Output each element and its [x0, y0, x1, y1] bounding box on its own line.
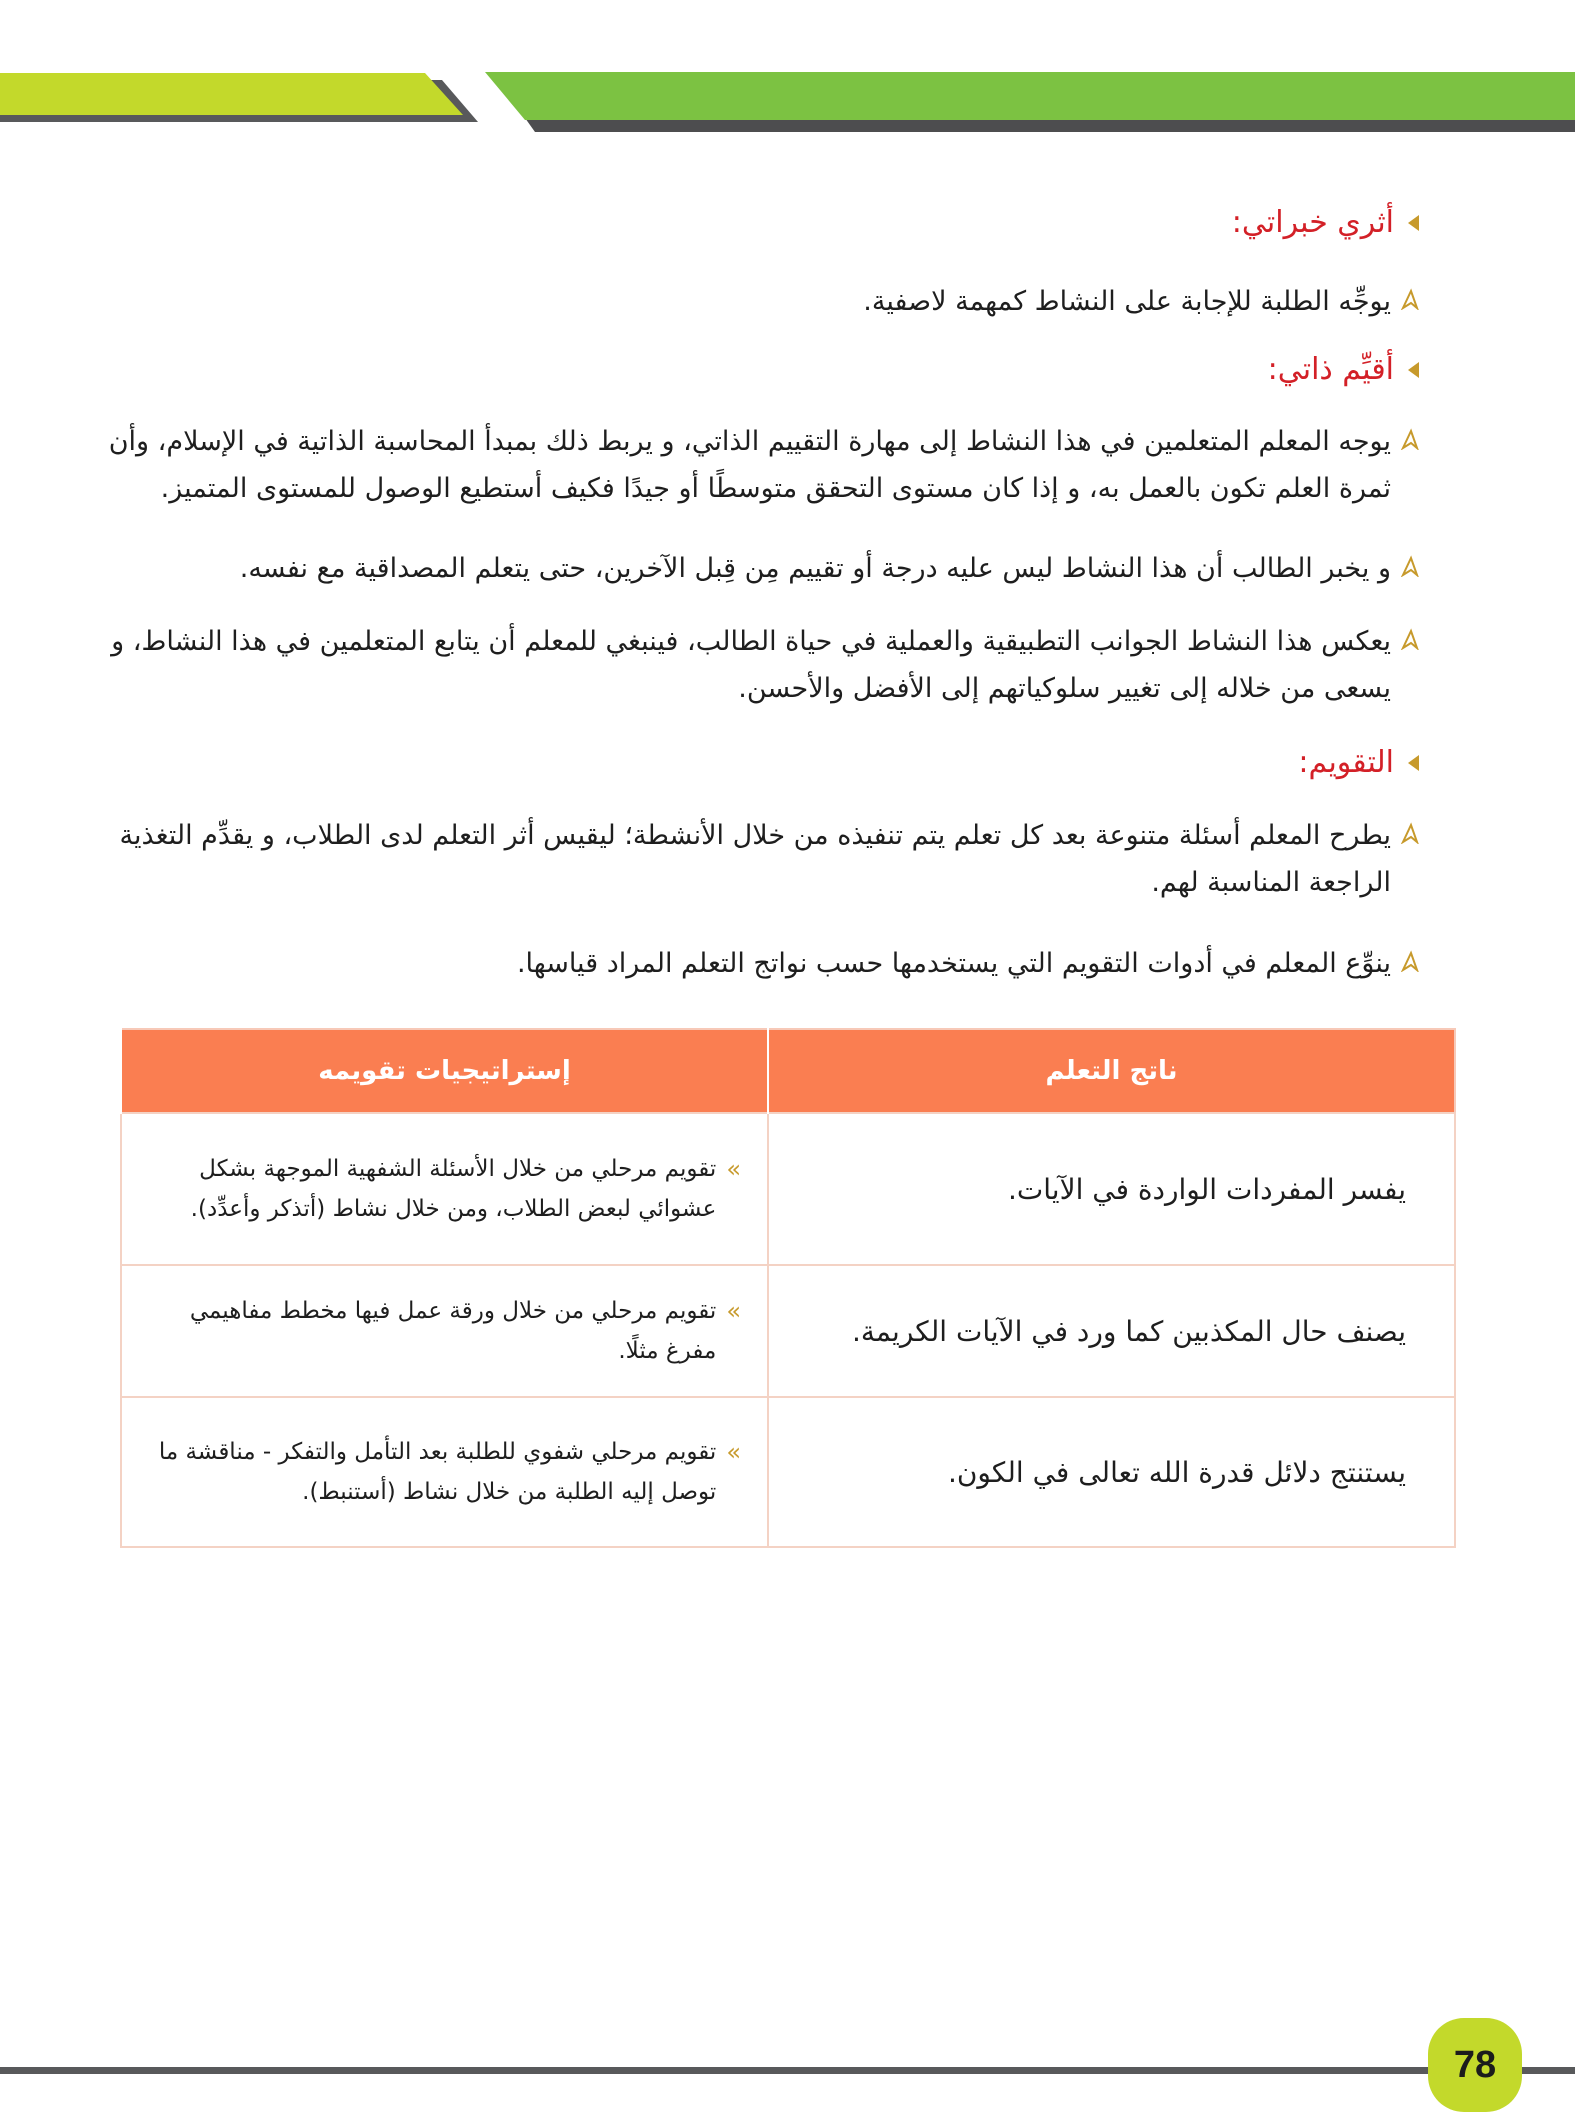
strategy-text: تقويم مرحلي من خلال ورقة عمل فيها مخطط مفاهيمي مفرغ مثلًا. [189, 1298, 717, 1364]
bullet-arrow-icon [1401, 428, 1419, 450]
heading-marker-icon [1408, 215, 1419, 231]
enrich-bullet-1: يوجِّه الطلبة للإجابة على النشاط كمهمة لاصفية. [89, 278, 1419, 325]
bullet-arrow-icon [1401, 555, 1419, 577]
header-strategy: إستراتيجيات تقويمه [121, 1029, 768, 1113]
bullet-arrow-icon [1401, 628, 1419, 650]
outcome-cell: يفسر المفردات الواردة في الآيات. [768, 1113, 1455, 1265]
guillemet-icon: » [726, 1438, 741, 1466]
outcome-cell: يستنتج دلائل قدرة الله تعالى في الكون. [768, 1397, 1455, 1547]
top-banner [0, 0, 1575, 140]
assessment-heading-text: التقويم: [1298, 745, 1394, 780]
assessment-heading [1298, 745, 1419, 780]
self-eval-bullet-3: يعكس هذا النشاط الجوانب التطبيقية والعملية في حياة الطالب، فينبغي للمعلم أن يتابع المتعلمين في هذا النشاط، و يسعى من خلاله إلى تغيير سلوكياتهم إلى الأفضل والأحسن. [89, 618, 1419, 712]
banner-lime-stripe [0, 73, 463, 115]
bullet-arrow-icon [1401, 288, 1419, 310]
self-eval-heading-text: أقيِّم ذاتي: [1267, 352, 1394, 387]
self-eval-bullet-2: و يخبر الطالب أن هذا النشاط ليس عليه درجة أو تقييم مِن قِبل الآخرين، حتى يتعلم المصداقية مع نفسه. [89, 545, 1419, 592]
strategy-text: تقويم مرحلي من خلال الأسئلة الشفهية الموجهة بشكل عشوائي لبعض الطلاب، ومن خلال نشاط (أتذكر وأعدِّد). [190, 1156, 717, 1222]
guillemet-icon: » [726, 1155, 741, 1183]
table-row [121, 1397, 1455, 1547]
assessment-bullet-2: ينوِّع المعلم في أدوات التقويم التي يستخدمها حسب نواتج التعلم المراد قياسها. [89, 940, 1419, 987]
strategy-cell [121, 1265, 768, 1397]
guillemet-icon: » [726, 1297, 741, 1325]
self-eval-bullet-1: يوجه المعلم المتعلمين في هذا النشاط إلى مهارة التقييم الذاتي، و يربط ذلك بمبدأ المحاسبة الذاتية في الإسلام، وأن ثمرة العلم تكون بالعمل به، و إذا كان مستوى التحقق متوسطًا أو جيدًا فكيف أستطيع الوصول للمستوى المتميز. [89, 418, 1419, 512]
table-row [121, 1265, 1455, 1397]
header-outcome: ناتج التعلم [768, 1029, 1455, 1113]
table-header-row [121, 1029, 1455, 1113]
page-number: 78 [1453, 2043, 1497, 2086]
bullet-arrow-icon [1401, 822, 1419, 844]
strategy-cell [121, 1113, 768, 1265]
heading-marker-icon [1408, 362, 1419, 378]
assessment-bullet-1: يطرح المعلم أسئلة متنوعة بعد كل تعلم يتم تنفيذه من خلال الأنشطة؛ ليقيس أثر التعلم لدى الطلاب، و يقدِّم التغذية الراجعة المناسبة لهم. [89, 812, 1419, 906]
footer-line [0, 2067, 1575, 2074]
outcome-cell: يصنف حال المكذبين كما ورد في الآيات الكريمة. [768, 1265, 1455, 1397]
enrich-heading-text: أثري خبراتي: [1231, 205, 1394, 240]
self-eval-heading [1268, 352, 1419, 387]
table-row [121, 1113, 1455, 1265]
page-number-badge [1428, 2018, 1522, 2112]
heading-marker-icon [1408, 755, 1419, 771]
assessment-table [120, 1028, 1456, 1548]
bullet-arrow-icon [1401, 950, 1419, 972]
banner-green-stripe [485, 72, 1575, 120]
strategy-text: تقويم مرحلي شفوي للطلبة بعد التأمل والتفكر - مناقشة ما توصل إليه الطلبة من خلال نشاط (أستنبط). [158, 1439, 717, 1505]
strategy-cell [121, 1397, 768, 1547]
enrich-heading [1232, 205, 1419, 240]
